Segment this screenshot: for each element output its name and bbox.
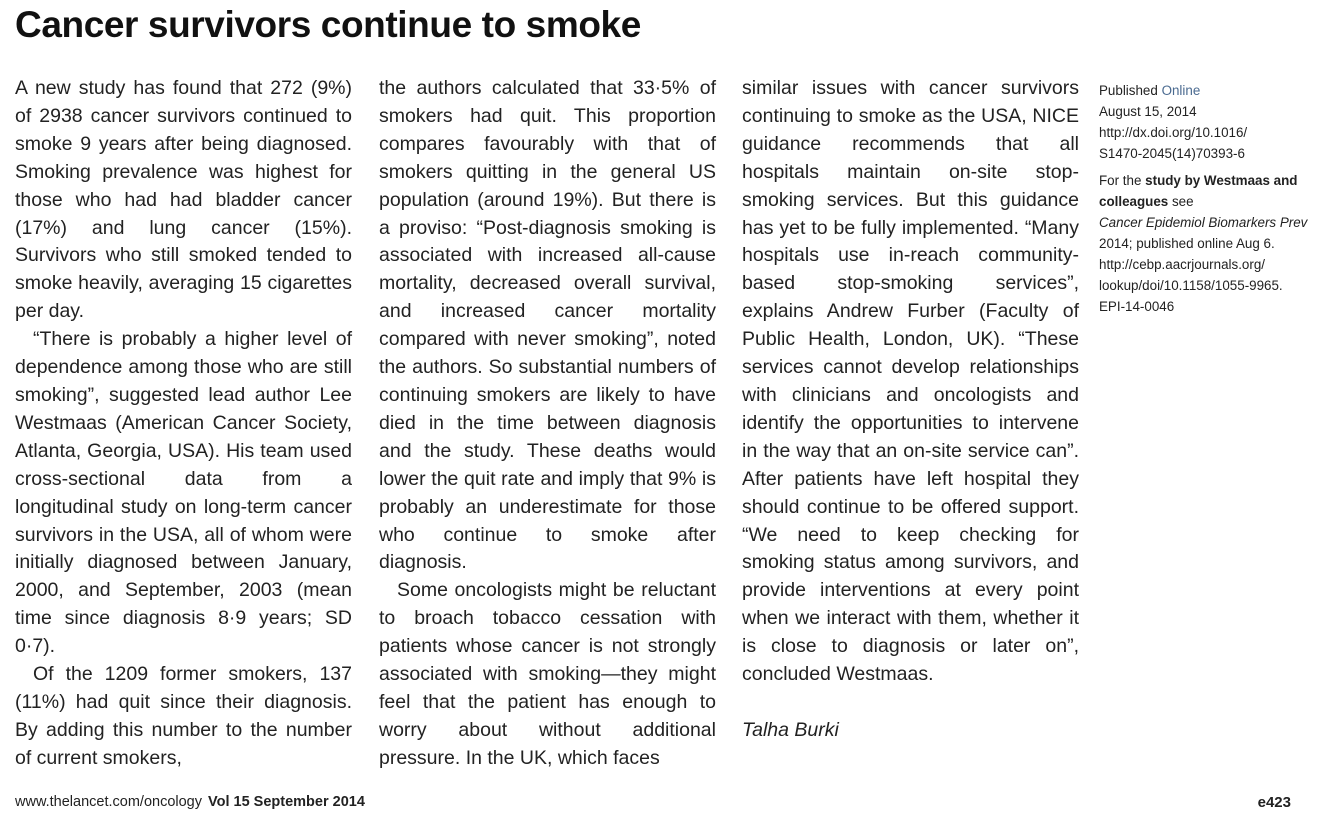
journal-detail: 2014; published online Aug 6. [1099, 236, 1275, 251]
reference-url[interactable]: http://cebp.aacrjournals.org/ [1099, 257, 1265, 272]
published-label: Published [1099, 83, 1158, 98]
paragraph: Of the 1209 former smokers, 137 (11%) had quit since their diagnosis. By adding this number to the number of current smokers, [15, 663, 352, 769]
publication-info [1099, 80, 1324, 164]
study-reference-link-continued: colleagues [1099, 194, 1169, 209]
author-byline: Talha Burki [742, 718, 839, 741]
paragraph: the authors calculated that 33·5% of smokers had quit. This proportion compares favourably with that of smokers quitting in the general US population (around 19%). But there is a proviso: “Post-diagnosis smoking is associated with increased all-cause mortality, decreased overall survival, and increased cancer mortality compared with never smoking”, noted the authors. So substantial numbers of continuing smokers are likely to have died in the time between diagnosis and the study. These deaths would lower the quit rate and imply that 9% is probably an underestimate for those who continue to smoke after diagnosis. [379, 77, 716, 574]
reference-url-continued[interactable]: lookup/doi/10.1158/1055-9965. [1099, 278, 1283, 293]
page-number: e423 [1257, 794, 1291, 811]
footer-volume: Vol 15 September 2014 [208, 794, 365, 810]
reference-url-end[interactable]: EPI-14-0046 [1099, 299, 1175, 314]
study-reference-link: study by Westmaas and [1145, 173, 1298, 188]
doi-link-continued[interactable]: S1470-2045(14)70393-6 [1099, 146, 1245, 161]
paragraph: A new study has found that 272 (9%) of 2938 cancer survivors continued to smoke 9 years after being diagnosed. Smoking prevalence was highest for those who had had bladder cancer (17%) and lung cancer (15%). Survivors who still smoked tended to smoke heavily, averaging 15 cigarettes per day. [15, 77, 352, 323]
sidebar-notes [1099, 80, 1324, 323]
paragraph: Some oncologists might be reluctant to broach tobacco cessation with patients whose cancer is not strongly associated with smoking—they might feel that the patient has enough to worry about without additional pressure. In the UK, which faces [379, 579, 716, 769]
article-column-2 [379, 75, 716, 773]
journal-name: Cancer Epidemiol Biomarkers Prev [1099, 215, 1308, 230]
footer-site-link[interactable]: www.thelancet.com/oncology [15, 794, 202, 810]
footer-journal [15, 794, 365, 810]
article-headline: Cancer survivors continue to smoke [15, 4, 641, 45]
paragraph: “There is probably a higher level of dependence among those who are still smoking”, suggested lead author Lee Westmaas (American Cancer Society, Atlanta, Georgia, USA). His team used cross-sectional data from a longitudinal study on long-term cancer survivors in the USA, all of whom were initially diagnosed between January, 2000, and September, 2003 (mean time since diagnosis 8·9 years; SD 0·7). [15, 328, 352, 658]
reference-info [1099, 170, 1324, 317]
paragraph: similar issues with cancer survivors continuing to smoke as the USA, NICE guidance recommends that all hospitals maintain on-site stop-smoking services. But this guidance has yet to be fully implemented. “Many hospitals use in-reach community-based stop-smoking services”, explains Andrew Furber (Faculty of Public Health, London, UK). “These services cannot develop relationships with clinicians and oncologists and identify the opportunities to intervene in the way that an on-site service can”. After patients have left hospital they should continue to be offered support. “We need to keep checking for smoking status among survivors, and provide interventions at every point when we interact with them, whether it is close to diagnosis or later on”, concluded Westmaas. [742, 77, 1079, 686]
doi-link[interactable]: http://dx.doi.org/10.1016/ [1099, 125, 1248, 140]
published-date: August 15, 2014 [1099, 104, 1197, 119]
see-suffix: see [1171, 194, 1194, 209]
article-column-3 [742, 75, 1079, 745]
article-column-1 [15, 75, 352, 773]
see-prefix: For the [1099, 173, 1142, 188]
online-label: Online [1161, 83, 1201, 98]
